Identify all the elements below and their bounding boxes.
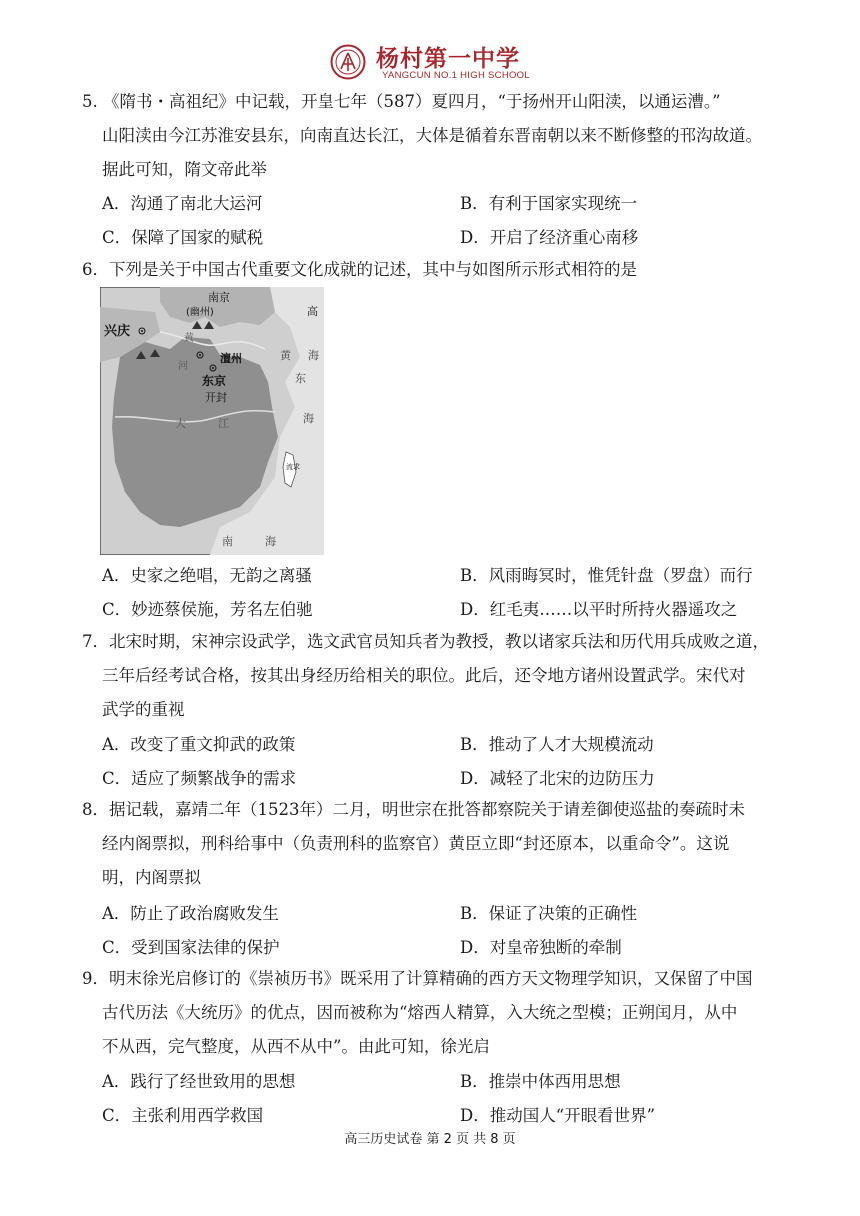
option-a[interactable]: A．践行了经世致用的思想 — [102, 1072, 296, 1091]
map-label-nanjing: 南京 — [208, 291, 230, 304]
option-b[interactable]: B．推动了人才大规模流动 — [460, 735, 654, 754]
stem-line: 经内阁票拟，刑科给事中（负责刑科的监察官）黄臣立即“封还原本，以重命令”。这说 — [102, 834, 730, 853]
stem-line: 三年后经考试合格，按其出身经历给相关的职位。此后，还令地方诸州设置武学。宋代对 — [102, 666, 746, 685]
question-stem — [82, 625, 782, 727]
option-a[interactable]: A．史家之绝唱，无韵之离骚 — [102, 566, 312, 585]
question-8 — [82, 793, 782, 895]
option-c[interactable]: C．妙迹蔡侯施，芳名左伯驰 — [102, 600, 313, 619]
question-9 — [82, 962, 782, 1064]
option-b[interactable]: B．推崇中体西用思想 — [460, 1072, 621, 1091]
option-a[interactable]: A．改变了重文抑武的政策 — [102, 735, 296, 754]
map-label-liuqiu: 流求 — [286, 463, 300, 471]
option-d[interactable]: D．红毛夷……以平时所持火器遥攻之 — [460, 600, 738, 619]
stem-line: 据此可知，隋文帝此举 — [102, 160, 267, 179]
question-stem — [82, 85, 782, 187]
map-label-hai2: 海 — [303, 412, 314, 425]
stem-line: 9．明末徐光启修订的《崇祯历书》既采用了计算精确的西方天文物理学知识，又保留了中国 — [82, 969, 753, 988]
school-seal-icon — [330, 44, 366, 80]
map-label-youzhou: (幽州) — [186, 307, 214, 318]
option-c[interactable]: C．主张利用西学救国 — [102, 1106, 264, 1125]
map-label-he: 河 — [178, 361, 188, 372]
stem-line: 古代历法《大统历》的优点，因而被称为“熔西人精算，入大统之型模；正朔闰月，从中 — [102, 1003, 738, 1022]
option-a[interactable]: A．沟通了南北大运河 — [102, 194, 263, 213]
question-number: 5. — [82, 92, 98, 111]
option-b[interactable]: B．保证了决策的正确性 — [460, 904, 638, 923]
map-label-gao: 高 — [307, 305, 318, 318]
stem-line: 5. 《隋书・高祖纪》中记载，开皇七年（587）夏四月，“于扬州开山阳渎，以通运漕。” — [82, 92, 721, 111]
option-b[interactable]: B．风雨晦冥时，惟凭针盘（罗盘）而行 — [460, 566, 753, 585]
map-label-huang2: 黄 — [184, 333, 194, 344]
stem-line: 不从西，完气整度，从西不从中”。由此可知，徐光启 — [102, 1037, 490, 1056]
question-number: 7． — [82, 632, 109, 651]
map-label-chanzhou: 澶州 — [220, 352, 242, 365]
question-stem — [82, 793, 782, 895]
stem-line: 7．北宋时期，宋神宗设武学，选文武官员知兵者为教授，教以诸家兵法和历代用兵成败之道， — [82, 632, 769, 651]
stem-line: 8．据记载，嘉靖二年（1523年）二月，明世宗在批答都察院关于请差御使巡盐的奏疏时未 — [82, 800, 745, 819]
map-label-kaifeng: 开封 — [205, 391, 227, 404]
question-stem — [82, 253, 782, 287]
option-b[interactable]: B．有利于国家实现统一 — [460, 194, 638, 213]
option-a[interactable]: A．防止了政治腐败发生 — [102, 904, 279, 923]
map-label-dongjing: 东京 — [202, 374, 227, 388]
question-6 — [82, 253, 782, 287]
page-footer: 高三历史试卷 第 2 页 共 8 页 — [344, 1132, 516, 1147]
question-7 — [82, 625, 782, 727]
option-c[interactable]: C．受到国家法律的保护 — [102, 938, 280, 957]
school-name-en: YANGCUN NO.1 HIGH SCHOOL — [382, 70, 530, 81]
map-label-huang: 黄 — [280, 349, 291, 362]
map-label-da: 大 — [175, 417, 186, 430]
map-label-xingqing: 兴庆 — [104, 324, 131, 339]
map-label-dong: 东 — [295, 372, 306, 385]
option-c[interactable]: C．保障了国家的赋税 — [102, 228, 264, 247]
stem-line: 明，内阁票拟 — [102, 868, 201, 887]
stem-line: 武学的重视 — [102, 700, 185, 719]
map-label-hai: 海 — [308, 349, 319, 362]
option-d[interactable]: D．推动国人“开眼看世界” — [460, 1106, 656, 1125]
question-number: 8． — [82, 800, 109, 819]
question-number: 6． — [82, 260, 109, 279]
stem-line: 山阳渎由今江苏淮安县东，向南直达长江，大体是循着东晋南朝以来不断修整的邗沟故道。 — [102, 126, 762, 145]
stem-line: 6．下列是关于中国古代重要文化成就的记述，其中与如图所示形式相符的是 — [82, 260, 637, 279]
question-5 — [82, 85, 782, 187]
map-label-nan: 南 — [222, 535, 233, 548]
option-c[interactable]: C．适应了频繁战争的需求 — [102, 769, 297, 788]
option-d[interactable]: D．对皇帝独断的牵制 — [460, 938, 622, 957]
map-label-jiang: 江 — [218, 417, 229, 430]
school-name-cn: 杨村第一中学 — [376, 45, 520, 72]
song-dynasty-map — [100, 287, 324, 555]
option-d[interactable]: D．减轻了北宋的边防压力 — [460, 769, 655, 788]
map-label-hai3: 海 — [265, 535, 276, 548]
question-stem — [82, 962, 782, 1064]
school-header — [0, 38, 860, 86]
question-number: 9． — [82, 969, 109, 988]
option-d[interactable]: D．开启了经济重心南移 — [460, 228, 639, 247]
